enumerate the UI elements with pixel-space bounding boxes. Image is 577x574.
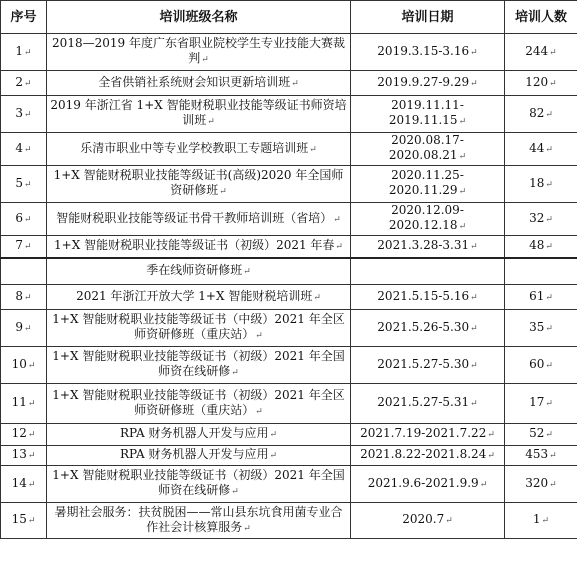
paragraph-mark-icon: ↵ [470, 360, 478, 371]
cell-date-text: 2020.12.09-2020.12.18 [388, 203, 464, 232]
table-row [1, 71, 577, 96]
cell-no [1, 34, 47, 71]
cell-name-text: 智能财税职业技能等级证书骨干教师培训班（省培） [56, 210, 333, 225]
paragraph-mark-icon: ↵ [445, 516, 453, 526]
cell-no [1, 310, 47, 347]
cell-count-text: 32 [529, 210, 545, 225]
cell-no [1, 503, 47, 539]
paragraph-mark-icon: ↵ [333, 214, 341, 225]
paragraph-mark-icon: ↵ [207, 117, 215, 127]
cell-no [1, 384, 47, 424]
cell-date-text: 2021.7.19-2021.7.22 [360, 426, 487, 440]
cell-date [351, 347, 505, 384]
paragraph-mark-icon: ↵ [24, 47, 32, 58]
paragraph-mark-icon: ↵ [470, 292, 478, 303]
table-row [1, 203, 577, 236]
cell-count-text: 52 [529, 426, 545, 440]
cell-name [47, 166, 351, 203]
cell-count [505, 203, 577, 236]
paragraph-mark-icon: ↵ [549, 78, 557, 89]
paragraph-mark-icon: ↵ [545, 179, 553, 190]
paragraph-mark-icon: ↵ [541, 516, 550, 526]
paragraph-mark-icon: ↵ [545, 292, 553, 303]
cell-date [351, 166, 505, 203]
cell-count [505, 310, 577, 347]
cell-no [1, 424, 47, 446]
cell-name [47, 133, 351, 166]
paragraph-mark-icon: ↵ [27, 430, 36, 440]
cell-date-text: 2021.5.27-5.30 [377, 356, 470, 371]
cell-date-text: 2021.5.26-5.30 [377, 319, 470, 334]
cell-date [351, 71, 505, 96]
cell-count-text: 82 [529, 105, 545, 120]
cell-no [1, 347, 47, 384]
cell-no [1, 236, 47, 258]
cell-count [505, 96, 577, 133]
cell-date [351, 258, 505, 285]
cell-name [47, 285, 351, 310]
cell-no [1, 166, 47, 203]
paragraph-mark-icon: ↵ [231, 368, 239, 378]
table-row [1, 503, 577, 539]
cell-name-text: 2019 年浙江省 1+X 智能财税职业技能等级证书师资培训班 [50, 98, 347, 127]
cell-date [351, 446, 505, 466]
cell-no-text: 9 [15, 319, 24, 334]
cell-count-text: 17 [529, 395, 545, 409]
paragraph-mark-icon: ↵ [231, 487, 239, 497]
cell-name-text: 全省供销社系统财会知识更新培训班 [98, 74, 291, 89]
paragraph-mark-icon: ↵ [243, 523, 251, 534]
cell-name-text: 1+X 智能财税职业技能等级证书（中级）2021 年全区师资研修班（重庆站） [52, 312, 345, 341]
cell-no-text: 1 [15, 43, 24, 58]
cell-count-text: 1 [532, 512, 541, 526]
paragraph-mark-icon: ↵ [269, 451, 278, 461]
paragraph-mark-icon: ↵ [470, 78, 478, 89]
cell-no-text: 13 [11, 447, 27, 461]
cell-date [351, 424, 505, 446]
cell-name [47, 446, 351, 466]
cell-no-text: 5 [15, 175, 24, 190]
paragraph-mark-icon: ↵ [487, 451, 495, 461]
paragraph-mark-icon: ↵ [458, 152, 467, 162]
cell-count-text: 18 [529, 175, 545, 190]
paragraph-mark-icon: ↵ [545, 430, 553, 440]
cell-no-text: 7 [15, 237, 24, 252]
cell-count [505, 384, 577, 424]
cell-name-text: 1+X 智能财税职业技能等级证书（初级）2021 年春 [54, 237, 335, 252]
paragraph-mark-icon: ↵ [219, 187, 227, 197]
paragraph-mark-icon: ↵ [291, 78, 299, 89]
cell-no [1, 96, 47, 133]
cell-no [1, 258, 47, 285]
cell-count-text: 244 [525, 43, 549, 58]
paragraph-mark-icon: ↵ [24, 78, 32, 89]
cell-date-text: 2021.3.28-3.31 [377, 237, 470, 252]
table-row [1, 133, 577, 166]
table-body [1, 34, 577, 539]
paragraph-mark-icon: ↵ [545, 241, 553, 252]
paragraph-mark-icon: ↵ [255, 331, 263, 341]
cell-name-text: 1+X 智能财税职业技能等级证书(高级)2020 年全国师资研修班 [53, 168, 344, 197]
table-row [1, 384, 577, 424]
table-row [1, 285, 577, 310]
paragraph-mark-icon: ↵ [243, 266, 251, 277]
cell-name [47, 384, 351, 424]
cell-count [505, 347, 577, 384]
cell-name [47, 310, 351, 347]
cell-name-text: 1+X 智能财税职业技能等级证书（初级）2021 年全区师资研修班（重庆站） [52, 387, 345, 417]
cell-count-text: 48 [529, 237, 545, 252]
cell-count-text: 453 [525, 447, 549, 461]
cell-date [351, 34, 505, 71]
paragraph-mark-icon: ↵ [549, 479, 557, 490]
cell-count-text: 35 [529, 319, 545, 334]
paragraph-mark-icon: ↵ [549, 47, 557, 58]
cell-name [47, 96, 351, 133]
paragraph-mark-icon: ↵ [201, 55, 209, 65]
table-row [1, 34, 577, 71]
cell-no-text: 2 [15, 74, 24, 89]
cell-name [47, 424, 351, 446]
cell-date-text: 2019.9.27-9.29 [377, 74, 470, 89]
cell-date [351, 310, 505, 347]
cell-name [47, 503, 351, 539]
cell-name-text: 季在线师资研修班 [146, 262, 243, 277]
paragraph-mark-icon: ↵ [24, 179, 32, 190]
cell-count-text: 320 [525, 475, 549, 490]
cell-date [351, 285, 505, 310]
table-row [1, 424, 577, 446]
header-name: 培训班级名称 [47, 1, 351, 34]
cell-date-text: 2019.11.11-2019.11.15 [388, 98, 464, 127]
cell-name-text: 2021 年浙江开放大学 1+X 智能财税培训班 [76, 288, 313, 303]
paragraph-mark-icon: ↵ [24, 144, 32, 155]
paragraph-mark-icon: ↵ [309, 144, 317, 155]
cell-no-text: 14 [11, 475, 27, 490]
table-row [1, 310, 577, 347]
paragraph-mark-icon: ↵ [27, 360, 36, 371]
cell-name [47, 71, 351, 96]
cell-count-text: 61 [529, 288, 545, 303]
header-row [1, 1, 577, 34]
paragraph-mark-icon: ↵ [24, 214, 32, 225]
cell-count [505, 133, 577, 166]
cell-name [47, 258, 351, 285]
cell-count [505, 424, 577, 446]
cell-date-text: 2020.7 [402, 512, 445, 526]
header-count: 培训人数 [505, 1, 577, 34]
paragraph-mark-icon: ↵ [458, 222, 467, 232]
cell-count [505, 166, 577, 203]
cell-name [47, 34, 351, 71]
paragraph-mark-icon: ↵ [470, 241, 478, 252]
cell-date-text: 2020.08.17-2020.08.21 [388, 133, 464, 162]
cell-count [505, 258, 577, 285]
paragraph-mark-icon: ↵ [545, 360, 553, 371]
header-date: 培训日期 [351, 1, 505, 34]
cell-name-text: RPA 财务机器人开发与应用 [119, 447, 269, 461]
cell-no-text: 4 [15, 140, 24, 155]
paragraph-mark-icon: ↵ [470, 399, 478, 409]
paragraph-mark-icon: ↵ [255, 406, 263, 417]
cell-date [351, 133, 505, 166]
table-row [1, 96, 577, 133]
cell-date [351, 466, 505, 503]
cell-count [505, 71, 577, 96]
cell-date-text: 2019.3.15-3.16 [377, 43, 470, 58]
cell-date [351, 203, 505, 236]
cell-date-text: 2021.9.6-2021.9.9 [367, 475, 479, 490]
cell-date [351, 503, 505, 539]
paragraph-mark-icon: ↵ [27, 516, 36, 526]
cell-date [351, 384, 505, 424]
table-row [1, 258, 577, 285]
cell-date [351, 96, 505, 133]
cell-count [505, 503, 577, 539]
cell-no [1, 71, 47, 96]
cell-date-text: 2021.8.22-2021.8.24 [360, 447, 487, 461]
cell-count-text: 44 [529, 140, 545, 155]
paragraph-mark-icon: ↵ [545, 214, 553, 225]
paragraph-mark-icon: ↵ [335, 241, 343, 252]
table-row [1, 166, 577, 203]
paragraph-mark-icon: ↵ [269, 430, 278, 440]
paragraph-mark-icon: ↵ [458, 187, 467, 197]
cell-date [351, 236, 505, 258]
cell-no-text: 8 [15, 288, 24, 303]
paragraph-mark-icon: ↵ [470, 323, 478, 334]
cell-name-text: 暑期社会服务：扶贫脱困——常山县东坑食用菌专业合作社会计核算服务 [54, 504, 343, 534]
paragraph-mark-icon: ↵ [24, 241, 32, 252]
cell-no [1, 446, 47, 466]
cell-count [505, 285, 577, 310]
cell-count [505, 34, 577, 71]
paragraph-mark-icon: ↵ [549, 451, 557, 461]
cell-name [47, 203, 351, 236]
table-row [1, 347, 577, 384]
table-row [1, 446, 577, 466]
cell-no [1, 285, 47, 310]
paragraph-mark-icon: ↵ [24, 109, 32, 120]
cell-no-text: 15 [11, 512, 27, 526]
cell-name-text: 2018—2019 年度广东省职业院校学生专业技能大赛裁判 [52, 36, 345, 65]
table-row [1, 466, 577, 503]
table-row [1, 236, 577, 258]
header-no: 序号 [1, 1, 47, 34]
cell-count [505, 446, 577, 466]
cell-count [505, 466, 577, 503]
paragraph-mark-icon: ↵ [27, 479, 36, 490]
paragraph-mark-icon: ↵ [479, 479, 488, 490]
cell-name [47, 347, 351, 384]
paragraph-mark-icon: ↵ [545, 323, 553, 334]
cell-no-text: 10 [11, 356, 27, 371]
cell-date-text: 2020.11.25-2020.11.29 [388, 168, 464, 197]
cell-no [1, 466, 47, 503]
cell-no-text: 12 [11, 426, 27, 440]
paragraph-mark-icon: ↵ [545, 399, 553, 409]
cell-no-text: 6 [15, 210, 24, 225]
paragraph-mark-icon: ↵ [27, 451, 36, 461]
cell-name-text: 1+X 智能财税职业技能等级证书（初级）2021 年全国师资在线研修 [52, 349, 345, 378]
cell-date-text: 2021.5.27-5.31 [377, 395, 470, 409]
cell-count [505, 236, 577, 258]
paragraph-mark-icon: ↵ [470, 47, 478, 58]
cell-no [1, 133, 47, 166]
cell-name-text: 乐清市职业中等专业学校教职工专题培训班 [80, 140, 309, 155]
paragraph-mark-icon: ↵ [545, 109, 553, 120]
paragraph-mark-icon: ↵ [545, 144, 553, 155]
cell-name [47, 466, 351, 503]
paragraph-mark-icon: ↵ [458, 117, 467, 127]
cell-count-text: 60 [529, 356, 545, 371]
cell-name-text: RPA 财务机器人开发与应用 [119, 426, 269, 440]
cell-no [1, 203, 47, 236]
paragraph-mark-icon: ↵ [24, 323, 32, 334]
cell-name [47, 236, 351, 258]
paragraph-mark-icon: ↵ [313, 292, 321, 303]
cell-no-text: 11 [11, 395, 27, 409]
cell-date-text: 2021.5.15-5.16 [377, 288, 470, 303]
paragraph-mark-icon: ↵ [24, 292, 32, 303]
cell-no-text: 3 [15, 105, 24, 120]
cell-name-text: 1+X 智能财税职业技能等级证书（初级）2021 年全国师资在线研修 [52, 468, 345, 497]
paragraph-mark-icon: ↵ [27, 399, 36, 409]
cell-count-text: 120 [525, 74, 549, 89]
paragraph-mark-icon: ↵ [487, 430, 495, 440]
